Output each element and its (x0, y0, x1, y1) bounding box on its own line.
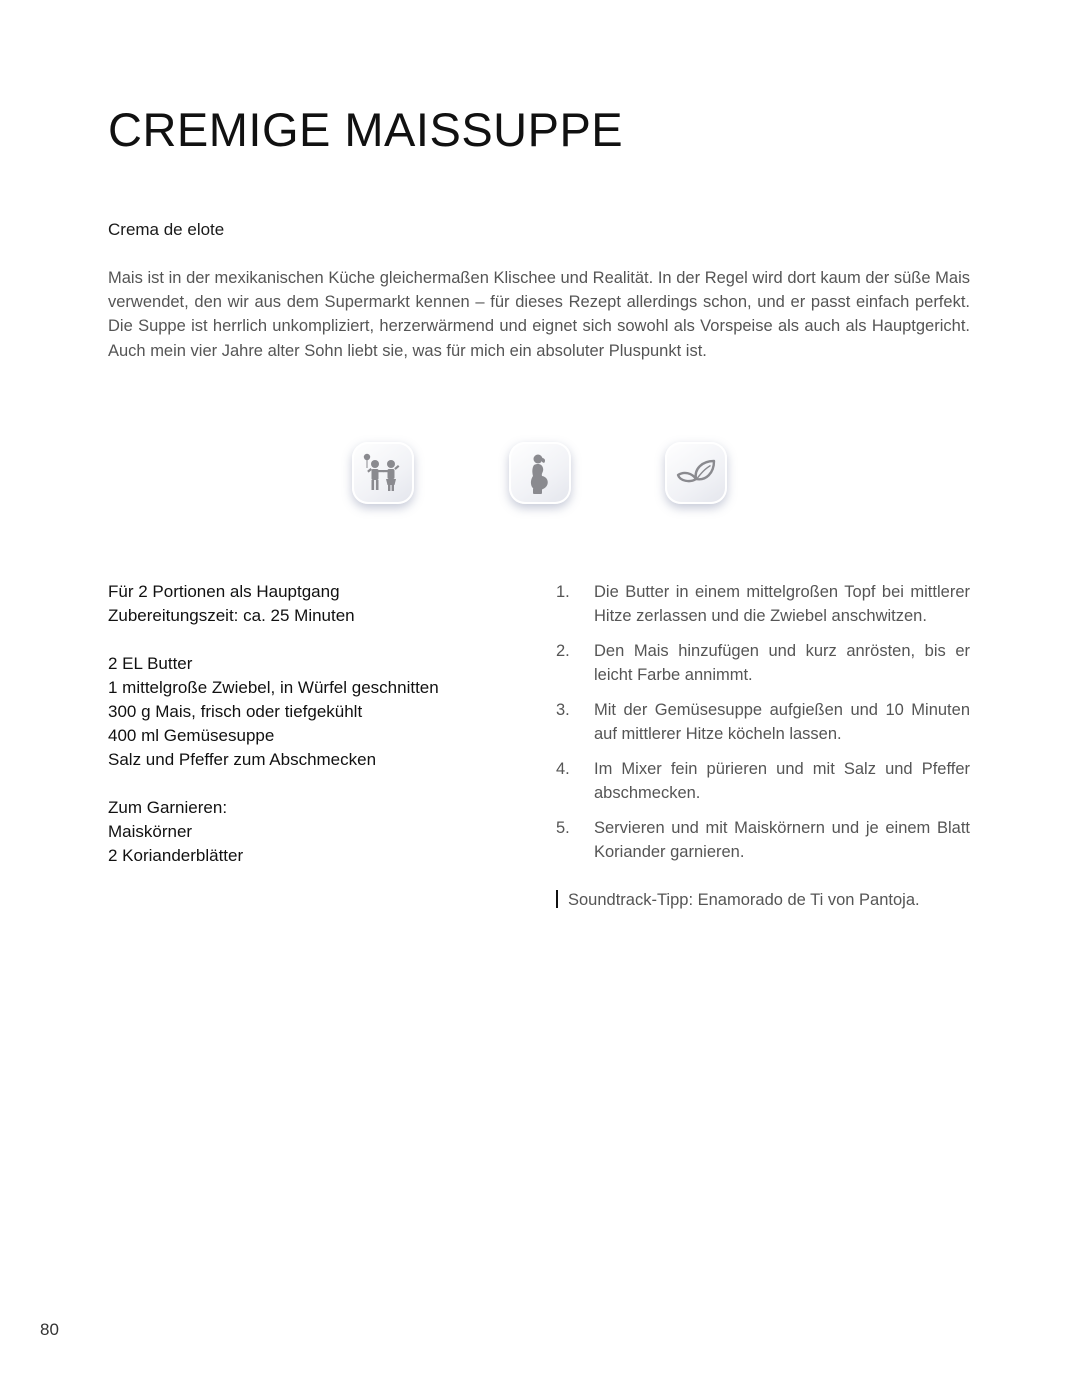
step-item (556, 816, 970, 864)
step-number: 5. (556, 819, 570, 837)
intro-paragraph: Mais ist in der mexikanischen Küche gleichermaßen Klischee und Realität. In der Regel wird dort kaum der süße Mais verwendet, den wir aus dem Supermarkt kennen – für dieses Rezept allerdings schon, und er passt einfach perfekt. Die Suppe ist herrlich unkompliziert, herzerwärmend und eignet sich sowohl als Vorspeise als auch als Hauptgericht. Auch mein vier Jahre alter Sohn liebt sie, was für mich ein absoluter Pluspunkt ist. (108, 269, 970, 360)
step-item (556, 698, 970, 746)
step-text: Mit der Gemüsesuppe aufgießen und 10 Minuten auf mittlerer Hitze köcheln lassen. (594, 701, 970, 743)
step-number: 4. (556, 760, 570, 778)
step-text: Den Mais hinzufügen und kurz anrösten, bis er leicht Farbe annimmt. (594, 642, 970, 684)
portions-text: Für 2 Portionen als Hauptgang (108, 582, 340, 601)
diet-icons-row (352, 442, 732, 522)
ingredient-item: 1 mittelgroße Zwiebel, in Würfel geschnitten (108, 678, 439, 697)
soundtrack-tip (556, 888, 920, 912)
step-item (556, 757, 970, 805)
ingredient-item: 300 g Mais, frisch oder tiefgekühlt (108, 702, 363, 721)
garnish-item: Maiskörner (108, 822, 193, 841)
garnish-heading: Zum Garnieren: (108, 798, 228, 817)
step-text: Im Mixer fein pürieren und mit Salz und Pfeffer abschmecken. (594, 760, 970, 802)
step-text: Servieren und mit Maiskörnern und je einem Blatt Koriander garnieren. (594, 819, 970, 861)
recipe-title: CREMIGE MAISSUPPE (108, 103, 624, 156)
step-item (556, 639, 970, 687)
page-number: 80 (40, 1320, 59, 1339)
kids-icon (352, 442, 414, 504)
step-text: Die Butter in einem mittelgroßen Topf bei mittlerer Hitze zerlassen und die Zwiebel anschwitzen. (594, 583, 970, 625)
step-number: 1. (556, 583, 570, 601)
soundtrack-tip-text: Soundtrack-Tipp: Enamorado de Ti von Pantoja. (568, 891, 920, 909)
recipe-subtitle: Crema de elote (108, 220, 225, 239)
tip-bar-divider (556, 890, 558, 908)
step-item (556, 580, 970, 628)
garnish-item: 2 Korianderblätter (108, 846, 244, 865)
ingredient-item: Salz und Pfeffer zum Abschmecken (108, 750, 377, 769)
ingredients-column (108, 580, 528, 868)
prep-time-text: Zubereitungszeit: ca. 25 Minuten (108, 606, 355, 625)
ingredient-item: 2 EL Butter (108, 654, 193, 673)
ingredient-item: 400 ml Gemüsesuppe (108, 726, 275, 745)
preparation-steps (556, 580, 970, 875)
vegetarian-leaves-icon (665, 442, 727, 504)
step-number: 3. (556, 701, 570, 719)
pregnancy-icon (509, 442, 571, 504)
step-number: 2. (556, 642, 570, 660)
